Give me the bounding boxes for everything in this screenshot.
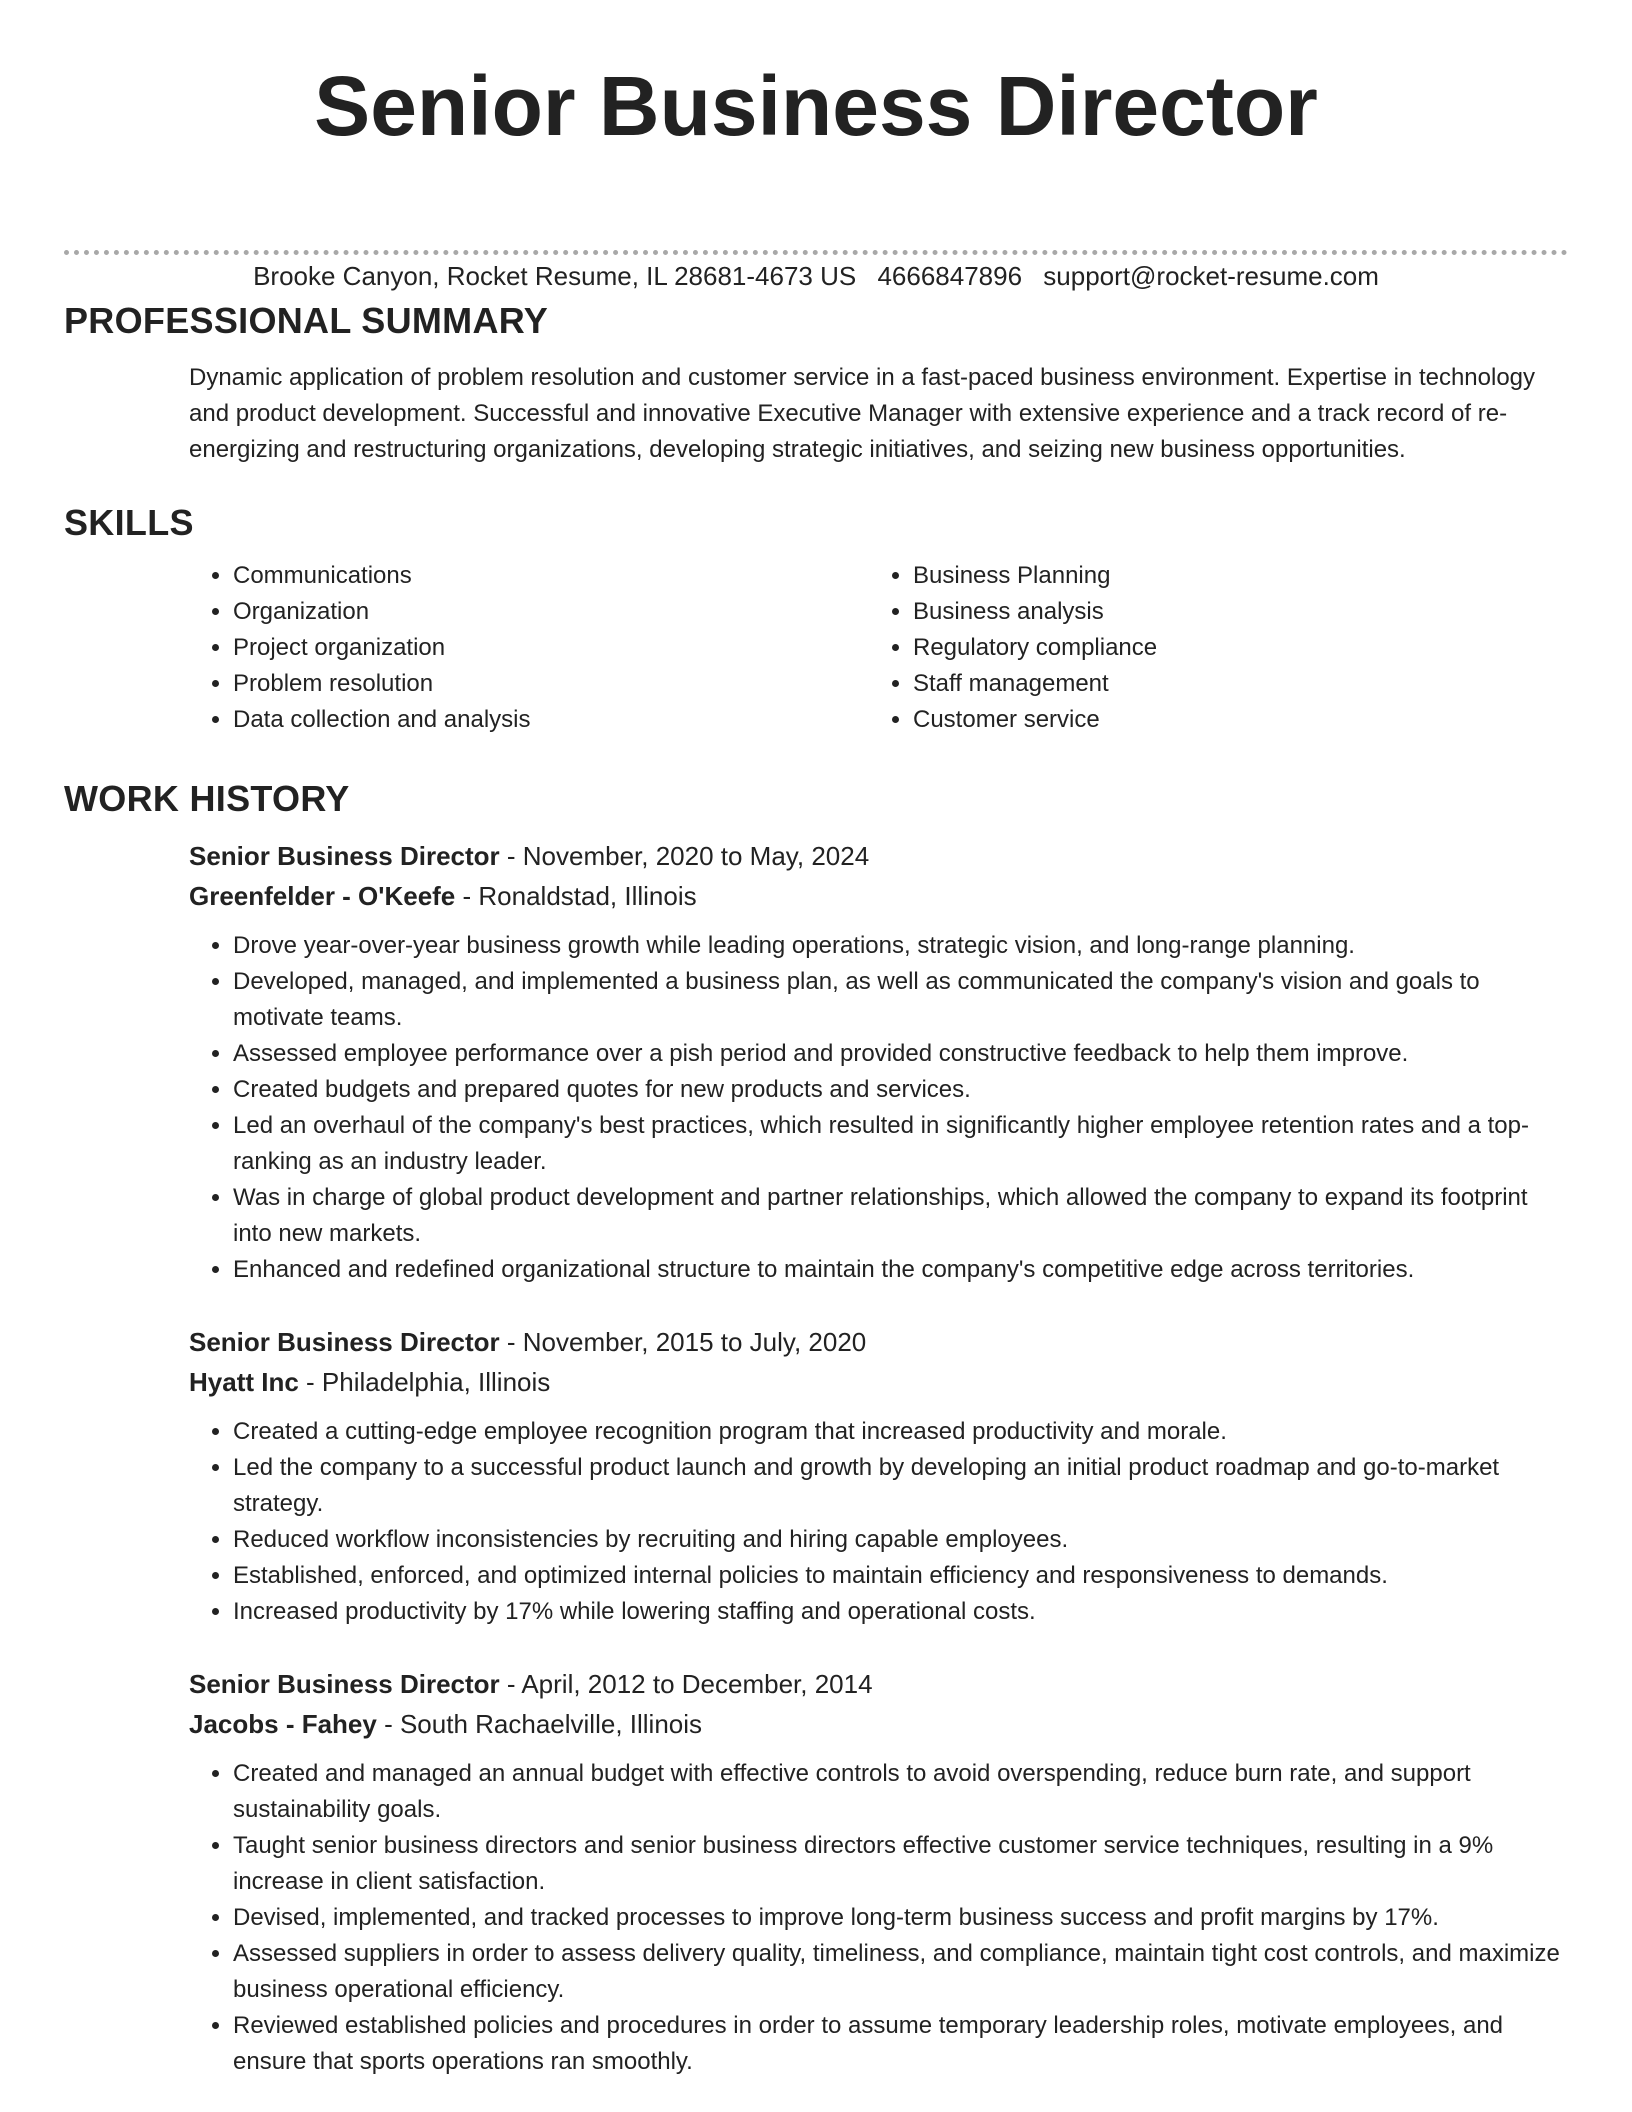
resume-header <box>0 0 1632 291</box>
job-bullet: • Enhanced and redefined organizational structure to maintain the company's competitive edge across territories. <box>233 1252 1568 1288</box>
job-bullet: • Devised, implemented, and tracked processes to improve long-term business success and profit margins by 17%. <box>233 1900 1568 1936</box>
job-entry <box>189 1664 1568 2080</box>
skill-item: • Organization <box>233 594 869 630</box>
resume-name: Senior Business Director <box>314 59 1318 153</box>
job-role: Senior Business Director <box>189 1669 500 1699</box>
contact-line <box>0 260 1632 292</box>
job-bullet: • Reduced workflow inconsistencies by recruiting and hiring capable employees. <box>233 1522 1568 1558</box>
contact-phone: 4666847896 <box>877 261 1023 291</box>
job-title-line <box>189 1322 1568 1362</box>
job-role: Senior Business Director <box>189 1327 500 1357</box>
skill-item: • Project organization <box>233 630 869 666</box>
job-company-line <box>189 1704 1568 1744</box>
skill-item: • Business analysis <box>913 594 1549 630</box>
job-location: - Philadelphia, Illinois <box>298 1367 551 1397</box>
work-history-heading: WORK HISTORY <box>64 778 350 819</box>
contact-address: Brooke Canyon, Rocket Resume, IL 28681-4673 US <box>253 261 857 291</box>
job-dates: - April, 2012 to December, 2014 <box>499 1669 873 1699</box>
job-bullet: • Led an overhaul of the company's best practices, which resulted in significantly higher employee retention rates and a top-ranking as an industry leader. <box>233 1108 1568 1180</box>
job-bullet: • Was in charge of global product development and partner relationships, which allowed the company to expand its footprint into new markets. <box>233 1180 1568 1252</box>
skills-grid <box>189 558 1568 738</box>
job-title-line <box>189 1664 1568 1704</box>
skill-item: • Data collection and analysis <box>233 702 869 738</box>
header-divider <box>64 250 1568 255</box>
job-bullets <box>189 1414 1568 1630</box>
skills-list-left <box>189 558 869 738</box>
skills-list-right <box>869 558 1549 738</box>
job-location: - Ronaldstad, Illinois <box>455 881 697 911</box>
job-bullet: • Assessed employee performance over a pish period and provided constructive feedback to help them improve. <box>233 1036 1568 1072</box>
job-bullet: • Drove year-over-year business growth while leading operations, strategic vision, and long-range planning. <box>233 928 1568 964</box>
skill-item: • Business Planning <box>913 558 1549 594</box>
job-bullet: • Increased productivity by 17% while lowering staffing and operational costs. <box>233 1594 1568 1630</box>
job-bullets <box>189 1756 1568 2080</box>
job-entry <box>189 836 1568 1288</box>
skill-item: • Staff management <box>913 666 1549 702</box>
job-company-line <box>189 1362 1568 1402</box>
job-company-line <box>189 876 1568 916</box>
job-bullet: • Taught senior business directors and senior business directors effective customer service techniques, resulting in a 9% increase in client satisfaction. <box>233 1828 1568 1900</box>
job-bullet: • Created budgets and prepared quotes for new products and services. <box>233 1072 1568 1108</box>
summary-heading: PROFESSIONAL SUMMARY <box>64 300 549 341</box>
job-role: Senior Business Director <box>189 841 500 871</box>
job-dates: - November, 2020 to May, 2024 <box>499 841 870 871</box>
skill-item: • Customer service <box>913 702 1549 738</box>
job-bullet: • Created a cutting-edge employee recognition program that increased productivity and morale. <box>233 1414 1568 1450</box>
job-title-line <box>189 836 1568 876</box>
job-company: Hyatt Inc <box>189 1367 299 1397</box>
job-bullet: • Reviewed established policies and procedures in order to assume temporary leadership roles, motivate employees, and ensure that sports operations ran smoothly. <box>233 2008 1568 2080</box>
job-bullet: • Assessed suppliers in order to assess delivery quality, timeliness, and compliance, maintain tight cost controls, and maximize business operational efficiency. <box>233 1936 1568 2008</box>
job-bullet: • Created and managed an annual budget with effective controls to avoid overspending, reduce burn rate, and support sustainability goals. <box>233 1756 1568 1828</box>
job-location: - South Rachaelville, Illinois <box>376 1709 703 1739</box>
skill-item: • Communications <box>233 558 869 594</box>
contact-email: support@rocket-resume.com <box>1043 261 1379 291</box>
job-bullet: • Developed, managed, and implemented a business plan, as well as communicated the company's vision and goals to motivate teams. <box>233 964 1568 1036</box>
job-bullets <box>189 928 1568 1288</box>
job-dates: - November, 2015 to July, 2020 <box>499 1327 867 1357</box>
summary-text: Dynamic application of problem resolution and customer service in a fast-paced business environment. Expertise in technology and product development. Successful and innovative Executive Manager with extensive experience and a track record of re-energizing and restructuring organizations, developing strategic initiatives, and seizing new business opportunities. <box>189 364 1536 463</box>
job-bullet: • Led the company to a successful product launch and growth by developing an initial product roadmap and go-to-market strategy. <box>233 1450 1568 1522</box>
skills-heading: SKILLS <box>64 502 194 543</box>
skill-item: • Problem resolution <box>233 666 869 702</box>
skill-item: • Regulatory compliance <box>913 630 1549 666</box>
job-company: Jacobs - Fahey <box>189 1709 377 1739</box>
job-company: Greenfelder - O'Keefe <box>189 881 456 911</box>
job-bullet: • Established, enforced, and optimized internal policies to maintain efficiency and responsiveness to demands. <box>233 1558 1568 1594</box>
job-entry <box>189 1322 1568 1630</box>
resume-body <box>64 296 1568 2080</box>
